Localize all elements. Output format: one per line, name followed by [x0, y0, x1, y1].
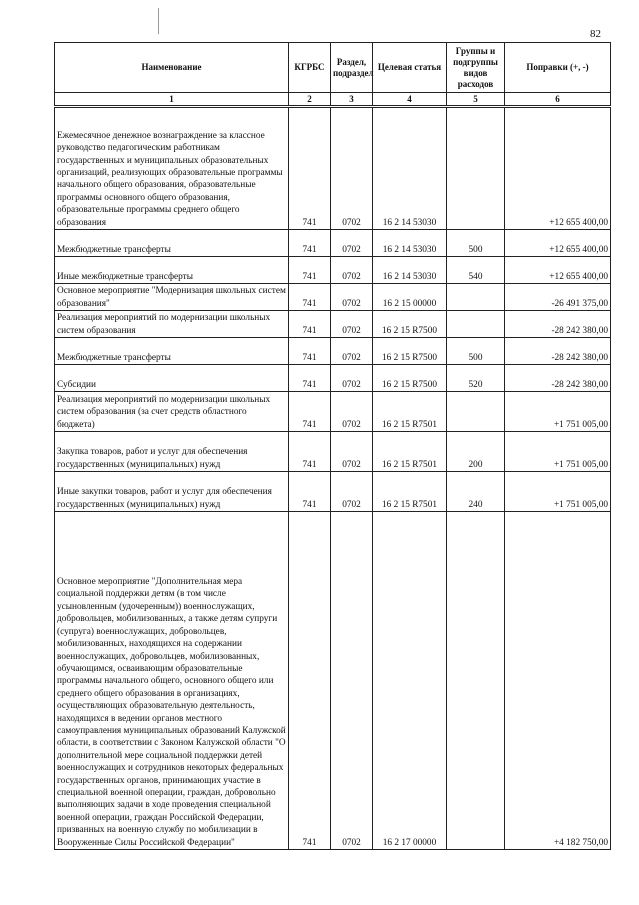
row-kgrbs: 741 [289, 472, 331, 512]
row-group: 240 [447, 472, 505, 512]
row-amount: +1 751 005,00 [505, 432, 611, 472]
row-razdel: 0702 [331, 107, 373, 230]
row-target: 16 2 17 00000 [373, 512, 447, 850]
row-group [447, 311, 505, 338]
header-razdel: Раздел, подраздел [331, 43, 373, 93]
col-number: 5 [447, 93, 505, 107]
row-group: 500 [447, 338, 505, 365]
row-group: 200 [447, 432, 505, 472]
col-number: 6 [505, 93, 611, 107]
column-number-row [55, 93, 611, 107]
table-row [55, 107, 611, 230]
row-amount: -28 242 380,00 [505, 365, 611, 392]
row-amount: +12 655 400,00 [505, 230, 611, 257]
row-name: Межбюджетные трансферты [55, 338, 289, 365]
row-razdel: 0702 [331, 392, 373, 432]
row-razdel: 0702 [331, 257, 373, 284]
row-name: Основное мероприятие "Дополнительная мера социальной поддержки детям (в том числе усыновленным (удочеренным)) военнослужащих, добровольцев, мобилизованных, а также детям супруги (супруга) военнослужащих, добровольцев, мобилизованных, находящихся на содержании военнослужащих, добровольцев, мобилизованных, обучающимся, осваивающим образовательные программы начального общего, основного общего или среднего общего образования в организациях, осуществляющих образовательную деятельность, находящихся в ведении органов местного самоуправления муниципальных образований Калужской области, в соответствии с Законом Калужской области "О дополнительной мере социальной поддержки детей военнослужащих и сотрудников некоторых федеральных государственных органов, принимающих участие в специальной военной операции, граждан, добровольно выполняющих задачи в ходе проведения специальной военной операции, граждан Российской Федерации, призванных на военную службу по мобилизации в Вооруженные Силы Российской Федерации" [55, 512, 289, 850]
row-target: 16 2 15 R7500 [373, 338, 447, 365]
row-target: 16 2 14 53030 [373, 257, 447, 284]
row-razdel: 0702 [331, 432, 373, 472]
row-razdel: 0702 [331, 472, 373, 512]
row-kgrbs: 741 [289, 230, 331, 257]
row-target: 16 2 15 00000 [373, 284, 447, 311]
table-row [55, 257, 611, 284]
header-groups: Группы и подгруппы видов расходов [447, 43, 505, 93]
row-kgrbs: 741 [289, 512, 331, 850]
row-name: Реализация мероприятий по модернизации школьных систем образования [55, 311, 289, 338]
row-razdel: 0702 [331, 284, 373, 311]
row-kgrbs: 741 [289, 311, 331, 338]
col-number: 3 [331, 93, 373, 107]
col-number: 4 [373, 93, 447, 107]
row-amount: +12 655 400,00 [505, 107, 611, 230]
header-kgrbs: КГРБС [289, 43, 331, 93]
row-group: 520 [447, 365, 505, 392]
row-name: Иные межбюджетные трансферты [55, 257, 289, 284]
row-group: 540 [447, 257, 505, 284]
row-group [447, 392, 505, 432]
row-target: 16 2 15 R7500 [373, 365, 447, 392]
budget-amendments-table [54, 42, 611, 850]
header-amend: Поправки (+, -) [505, 43, 611, 93]
table-row [55, 311, 611, 338]
table-row [55, 472, 611, 512]
row-amount: -28 242 380,00 [505, 311, 611, 338]
row-target: 16 2 15 R7501 [373, 392, 447, 432]
row-kgrbs: 741 [289, 432, 331, 472]
row-kgrbs: 741 [289, 338, 331, 365]
row-amount: +12 655 400,00 [505, 257, 611, 284]
table-row [55, 365, 611, 392]
row-name: Субсидии [55, 365, 289, 392]
header-name: Наименование [55, 43, 289, 93]
row-group [447, 512, 505, 850]
table-row [55, 338, 611, 365]
row-name: Закупка товаров, работ и услуг для обеспечения государственных (муниципальных) нужд [55, 432, 289, 472]
row-group [447, 107, 505, 230]
row-kgrbs: 741 [289, 107, 331, 230]
row-name: Реализация мероприятий по модернизации школьных систем образования (за счет средств областного бюджета) [55, 392, 289, 432]
header-target: Целевая статья [373, 43, 447, 93]
table-row [55, 230, 611, 257]
row-amount: +4 182 750,00 [505, 512, 611, 850]
table-row [55, 512, 611, 850]
col-number: 2 [289, 93, 331, 107]
row-amount: -26 491 375,00 [505, 284, 611, 311]
row-target: 16 2 14 53030 [373, 107, 447, 230]
row-kgrbs: 741 [289, 365, 331, 392]
row-razdel: 0702 [331, 512, 373, 850]
row-kgrbs: 741 [289, 392, 331, 432]
row-amount: +1 751 005,00 [505, 472, 611, 512]
table-row [55, 284, 611, 311]
row-razdel: 0702 [331, 230, 373, 257]
table-row [55, 392, 611, 432]
row-group [447, 284, 505, 311]
row-amount: -28 242 380,00 [505, 338, 611, 365]
header-row [55, 43, 611, 93]
row-razdel: 0702 [331, 365, 373, 392]
row-kgrbs: 741 [289, 257, 331, 284]
row-name: Ежемесячное денежное вознаграждение за классное руководство педагогическим работникам государственных и муниципальных образовательных организаций, реализующих образовательные программы начального общего образования, образовательные программы основного общего образования, образовательные программы среднего общего образования [55, 107, 289, 230]
col-number: 1 [55, 93, 289, 107]
row-name: Основное мероприятие "Модернизация школьных систем образования" [55, 284, 289, 311]
row-target: 16 2 14 53030 [373, 230, 447, 257]
row-razdel: 0702 [331, 311, 373, 338]
row-name: Иные закупки товаров, работ и услуг для обеспечения государственных (муниципальных) нужд [55, 472, 289, 512]
table-row [55, 432, 611, 472]
row-target: 16 2 15 R7501 [373, 432, 447, 472]
row-kgrbs: 741 [289, 284, 331, 311]
row-target: 16 2 15 R7501 [373, 472, 447, 512]
row-amount: +1 751 005,00 [505, 392, 611, 432]
row-razdel: 0702 [331, 338, 373, 365]
scan-mark [158, 8, 159, 34]
row-target: 16 2 15 R7500 [373, 311, 447, 338]
row-name: Межбюджетные трансферты [55, 230, 289, 257]
row-group: 500 [447, 230, 505, 257]
page-number: 82 [590, 28, 601, 40]
